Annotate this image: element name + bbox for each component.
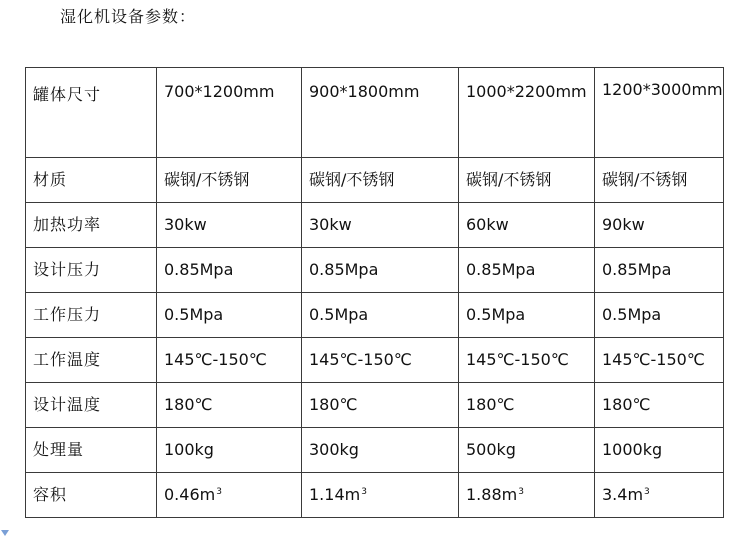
row-label: 工作温度 <box>26 338 157 383</box>
paste-options-icon[interactable] <box>0 526 10 538</box>
table-cell: 碳钢/不锈钢 <box>459 158 595 203</box>
table-cell <box>595 473 724 518</box>
row-label: 加热功率 <box>26 203 157 248</box>
table-cell: 100kg <box>157 428 302 473</box>
table-cell: 30kw <box>157 203 302 248</box>
table-cell: 180℃ <box>459 383 595 428</box>
row-label: 处理量 <box>26 428 157 473</box>
table-cell: 0.85Mpa <box>459 248 595 293</box>
table-cell <box>459 473 595 518</box>
table-cell <box>157 473 302 518</box>
table-row <box>26 383 724 428</box>
table-cell <box>302 473 459 518</box>
table-row <box>26 68 724 158</box>
table-cell: 145℃-150℃ <box>459 338 595 383</box>
page-heading: 湿化机设备参数： <box>60 7 197 26</box>
volume-unit-superscript: 3 <box>361 487 367 497</box>
table-row <box>26 428 724 473</box>
table-cell: 碳钢/不锈钢 <box>157 158 302 203</box>
table-cell: 145℃-150℃ <box>157 338 302 383</box>
spec-table <box>25 67 724 518</box>
table-cell: 1000kg <box>595 428 724 473</box>
table-cell: 0.85Mpa <box>157 248 302 293</box>
row-label: 工作压力 <box>26 293 157 338</box>
table-row <box>26 293 724 338</box>
row-label: 罐体尺寸 <box>26 68 157 158</box>
table-cell: 碳钢/不锈钢 <box>595 158 724 203</box>
table-cell: 0.5Mpa <box>302 293 459 338</box>
table-cell: 1200*3000mm <box>595 68 724 158</box>
row-label: 容积 <box>26 473 157 518</box>
table-row <box>26 158 724 203</box>
table-row <box>26 338 724 383</box>
volume-unit-superscript: 3 <box>518 487 524 497</box>
row-label: 设计压力 <box>26 248 157 293</box>
table-cell: 90kw <box>595 203 724 248</box>
table-cell: 30kw <box>302 203 459 248</box>
table-cell: 0.5Mpa <box>595 293 724 338</box>
table-cell: 0.85Mpa <box>302 248 459 293</box>
volume-unit-superscript: 3 <box>644 487 650 497</box>
volume-value: 1.88m <box>466 485 518 504</box>
row-label: 设计温度 <box>26 383 157 428</box>
table-cell: 145℃-150℃ <box>302 338 459 383</box>
table-cell: 180℃ <box>595 383 724 428</box>
table-row <box>26 473 724 518</box>
table-cell: 145℃-150℃ <box>595 338 724 383</box>
table-row <box>26 248 724 293</box>
table-cell: 180℃ <box>157 383 302 428</box>
table-cell: 0.5Mpa <box>157 293 302 338</box>
volume-unit-superscript: 3 <box>216 487 222 497</box>
table-cell: 0.85Mpa <box>595 248 724 293</box>
volume-value: 3.4m <box>602 485 644 504</box>
volume-value: 1.14m <box>309 485 361 504</box>
table-cell: 500kg <box>459 428 595 473</box>
table-cell: 700*1200mm <box>157 68 302 158</box>
table-cell: 300kg <box>302 428 459 473</box>
table-cell: 60kw <box>459 203 595 248</box>
table-row <box>26 203 724 248</box>
volume-value: 0.46m <box>164 485 216 504</box>
table-cell: 180℃ <box>302 383 459 428</box>
table-cell: 1000*2200mm <box>459 68 595 158</box>
table-cell: 900*1800mm <box>302 68 459 158</box>
table-cell: 碳钢/不锈钢 <box>302 158 459 203</box>
table-cell: 0.5Mpa <box>459 293 595 338</box>
row-label: 材质 <box>26 158 157 203</box>
